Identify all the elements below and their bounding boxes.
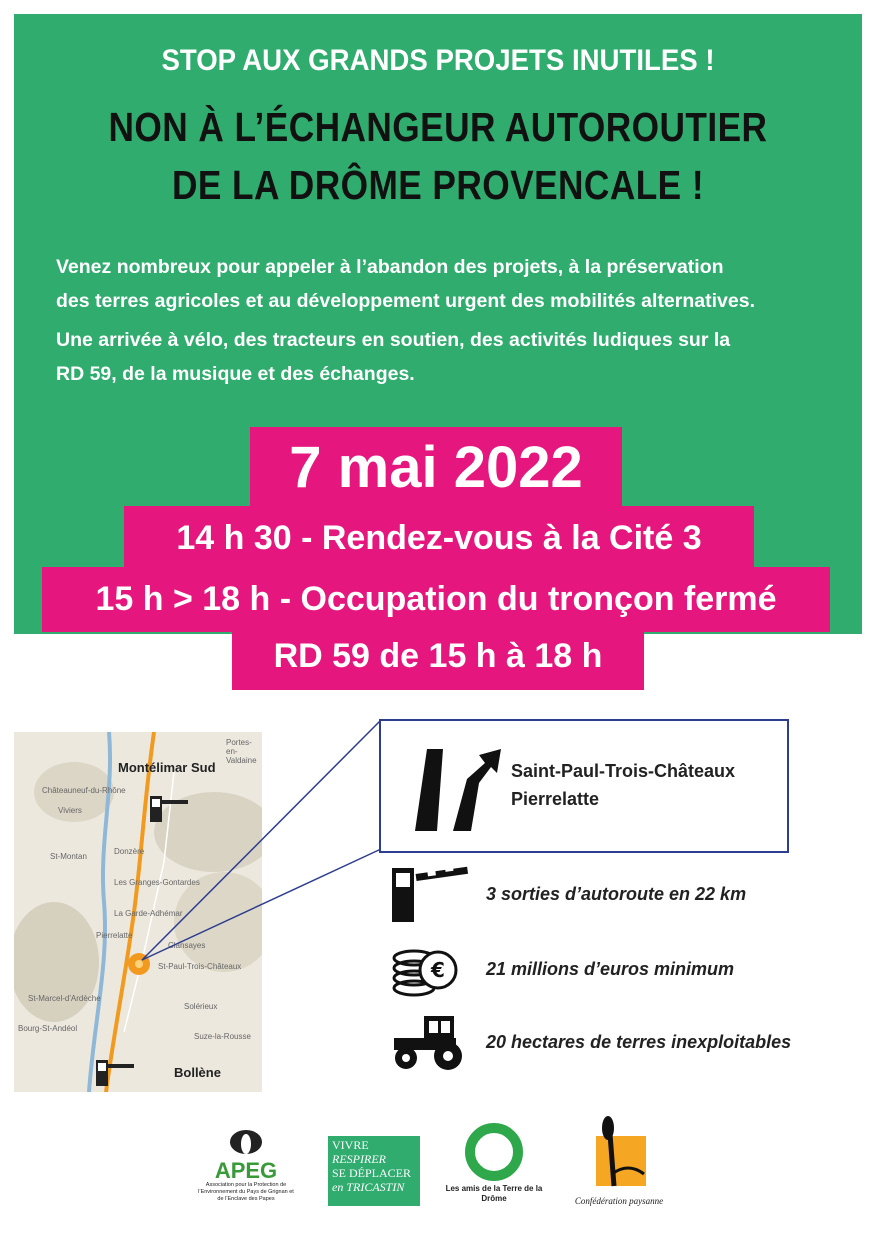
green-ring-icon [444, 1120, 544, 1186]
svg-text:€: € [431, 958, 445, 982]
tractor-icon [388, 1012, 468, 1072]
exit-sign-box [379, 719, 789, 853]
logo-vivre-respirer [328, 1136, 420, 1206]
map-label-montelimar: Montélimar Sud [118, 760, 216, 775]
amis-caption: Les amis de la Terre de la Drôme [445, 1184, 543, 1203]
vivre-line-4: en TRICASTIN [332, 1180, 405, 1194]
fact-land: 20 hectares de terres inexploitables [486, 1032, 792, 1052]
intro-p1-line1: Venez nombreux pour appeler à l’abandon des projets, à la préservation [56, 256, 724, 278]
fact-cost: 21 millions d’euros minimum [486, 959, 735, 979]
exit-destination-2: Pierrelatte [511, 789, 600, 809]
exit-arrow-icon [409, 739, 503, 835]
logo-confederation-paysanne [554, 1114, 684, 1218]
event-line-2: 15 h > 18 h - Occupation du tronçon fermé [42, 567, 830, 632]
map-place: Donzère [114, 847, 145, 856]
logo-amis-de-la-terre [444, 1120, 544, 1220]
fact-exits: 3 sorties d’autoroute en 22 km [486, 884, 747, 904]
map-place: St-Paul-Trois-Châteaux [158, 962, 242, 971]
map-place: Solérieux [184, 1002, 218, 1011]
vivre-line-3: SE DÉPLACER [332, 1166, 412, 1180]
event-date: 7 mai 2022 [250, 427, 622, 509]
toll-barrier-icon [386, 862, 468, 922]
conf-caption: Confédération paysanne [574, 1196, 664, 1206]
apeg-caption: Association pour la Protection de l’Environnement du Pays de Grignan et de l’Enclave des Papes [198, 1182, 294, 1202]
exit-destination-1: Saint-Paul-Trois-Châteaux [511, 761, 736, 781]
euro-coins-icon [390, 940, 462, 998]
intro-p2-line2: RD 59, de la musique et des échanges. [56, 363, 415, 385]
map-place: Pierrelatte [96, 931, 133, 940]
title-line-2: DE LA DRÔME PROVENCALE ! [171, 162, 705, 208]
map-place: Les Granges-Gontardes [114, 878, 200, 887]
map-label-bollene: Bollène [174, 1065, 221, 1080]
map-place: Bourg-St-Andéol [18, 1024, 78, 1033]
map-place: Viviers [58, 806, 82, 815]
vivre-line-2: RESPIRER [332, 1152, 386, 1166]
event-line-3: RD 59 de 15 h à 18 h [232, 630, 644, 690]
map-place: St-Montan [50, 852, 87, 861]
map-place: Portes-en-Valdaine [226, 738, 257, 765]
logo-apeg [198, 1122, 294, 1218]
badger-icon [198, 1122, 294, 1182]
event-line-1: 14 h 30 - Rendez-vous à la Cité 3 [124, 506, 754, 570]
map-place: St-Marcel-d'Ardèche [28, 994, 101, 1003]
map-place: Suze-la-Rousse [194, 1032, 251, 1041]
apeg-name: APEG [214, 1158, 278, 1182]
slogan: STOP AUX GRANDS PROJETS INUTILES ! [161, 44, 715, 77]
wheat-sun-icon [554, 1114, 684, 1196]
title-line-1: NON À L’ÉCHANGEUR AUTOROUTIER [108, 104, 768, 150]
intro-p2-line1: Une arrivée à vélo, des tracteurs en soutien, des activités ludiques sur la [56, 329, 731, 351]
map-place: La Garde-Adhémar [114, 909, 183, 918]
intro-p1-line2: des terres agricoles et au développement urgent des mobilités alternatives. [56, 290, 755, 312]
map-place: Clansayes [168, 941, 206, 950]
vivre-line-1: VIVRE [332, 1138, 369, 1152]
map-place: Châteauneuf-du-Rhône [42, 786, 126, 795]
